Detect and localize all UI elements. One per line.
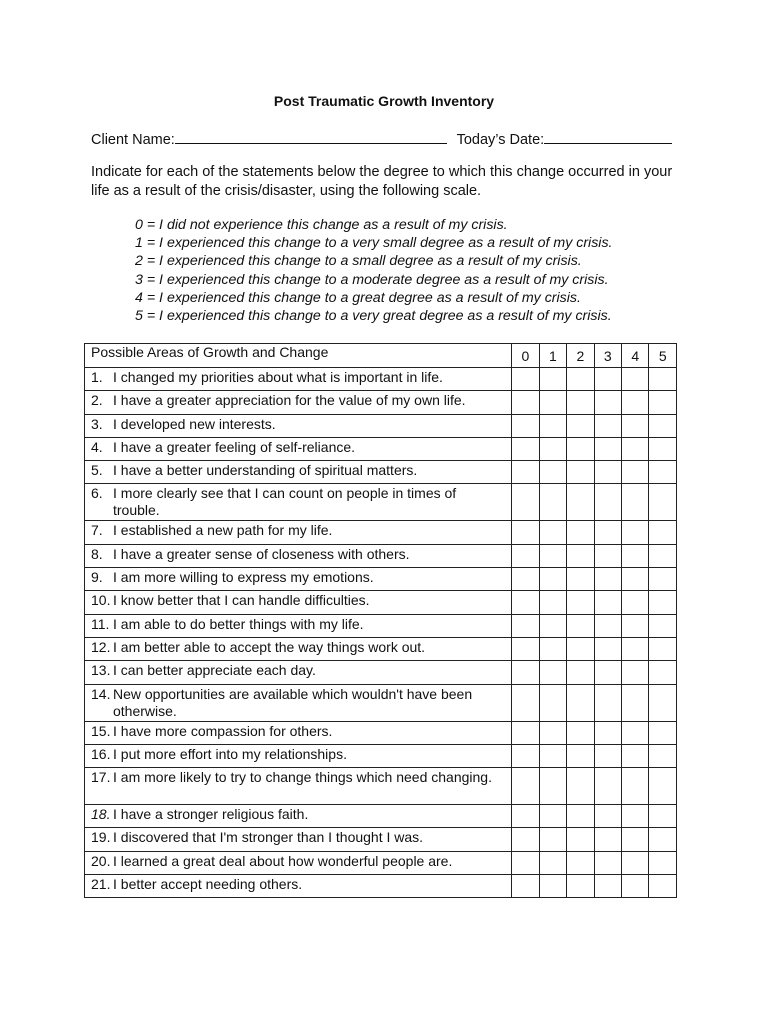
rating-cell-5[interactable]	[649, 875, 677, 898]
rating-cell-1[interactable]	[539, 568, 566, 591]
rating-cell-3[interactable]	[594, 461, 621, 484]
item-statement-cell	[85, 744, 512, 767]
item-number: 3.	[91, 415, 103, 432]
item-number: 19.	[91, 829, 111, 846]
scale-line: 2 = I experienced this change to a small degree as a result of my crisis.	[135, 253, 582, 270]
item-text: I better accept needing others.	[113, 876, 303, 893]
table-row	[85, 875, 677, 898]
rating-cell-1[interactable]	[539, 721, 566, 744]
rating-cell-1[interactable]	[539, 851, 566, 874]
rating-cell-0[interactable]	[512, 661, 539, 684]
rating-cell-5[interactable]	[649, 637, 677, 660]
rating-cell-4[interactable]	[622, 414, 649, 437]
client-name-label: Client Name:	[91, 132, 175, 148]
todays-date-label: Today’s Date:	[456, 132, 545, 148]
rating-cell-5[interactable]	[649, 591, 677, 614]
rating-cell-5[interactable]	[649, 805, 677, 828]
rating-cell-4[interactable]	[622, 768, 649, 805]
item-number: 7.	[91, 522, 103, 539]
rating-cell-2[interactable]	[567, 744, 594, 767]
rating-cell-3[interactable]	[594, 437, 621, 460]
item-text: I more clearly see that I can count on people in times of trouble.	[113, 485, 457, 519]
rating-cell-3[interactable]	[594, 484, 621, 521]
item-statement-cell	[85, 637, 512, 660]
item-statement-cell	[85, 437, 512, 460]
rating-cell-5[interactable]	[649, 744, 677, 767]
item-text: I learned a great deal about how wonderful people are.	[113, 852, 453, 869]
rating-cell-4[interactable]	[622, 391, 649, 414]
rating-cell-5[interactable]	[649, 544, 677, 567]
item-number: 9.	[91, 569, 103, 586]
item-statement-cell	[85, 544, 512, 567]
rating-cell-3[interactable]	[594, 768, 621, 805]
rating-cell-0[interactable]	[512, 875, 539, 898]
rating-cell-1[interactable]	[539, 544, 566, 567]
rating-cell-0[interactable]	[512, 544, 539, 567]
table-row	[85, 461, 677, 484]
rating-cell-2[interactable]	[567, 437, 594, 460]
rating-cell-1[interactable]	[539, 437, 566, 460]
item-text: I have more compassion for others.	[113, 722, 333, 739]
table-row	[85, 805, 677, 828]
item-text: I know better that I can handle difficulties.	[113, 592, 370, 609]
item-number: 18.	[91, 806, 111, 823]
rating-cell-0[interactable]	[512, 437, 539, 460]
rating-cell-1[interactable]	[539, 661, 566, 684]
item-number: 14.	[91, 685, 111, 702]
column-header-3: 3	[594, 344, 621, 368]
rating-cell-2[interactable]	[567, 637, 594, 660]
rating-cell-5[interactable]	[649, 437, 677, 460]
rating-cell-1[interactable]	[539, 414, 566, 437]
rating-cell-2[interactable]	[567, 414, 594, 437]
item-text: I discovered that I'm stronger than I thought I was.	[113, 829, 424, 846]
item-text: I have a better understanding of spiritual matters.	[113, 462, 418, 479]
table-row	[85, 437, 677, 460]
column-header-5: 5	[649, 344, 677, 368]
item-text: I have a greater feeling of self-reliance.	[113, 438, 356, 455]
rating-cell-0[interactable]	[512, 484, 539, 521]
item-text: I have a greater sense of closeness with others.	[113, 545, 410, 562]
rating-cell-4[interactable]	[622, 591, 649, 614]
item-statement-cell	[85, 851, 512, 874]
item-text: I am more likely to try to change things which need changing.	[113, 769, 492, 786]
item-statement-cell	[85, 828, 512, 851]
rating-cell-4[interactable]	[622, 368, 649, 391]
rating-cell-0[interactable]	[512, 768, 539, 805]
column-header-2: 2	[567, 344, 594, 368]
item-number: 13.	[91, 662, 111, 679]
rating-cell-5[interactable]	[649, 661, 677, 684]
rating-cell-2[interactable]	[567, 661, 594, 684]
rating-cell-1[interactable]	[539, 684, 566, 721]
item-number: 4.	[91, 438, 103, 455]
rating-cell-3[interactable]	[594, 828, 621, 851]
rating-cell-0[interactable]	[512, 721, 539, 744]
rating-cell-5[interactable]	[649, 461, 677, 484]
table-row	[85, 568, 677, 591]
rating-cell-2[interactable]	[567, 768, 594, 805]
table-row	[85, 744, 677, 767]
column-header-areas: Possible Areas of Growth and Change	[85, 344, 512, 368]
item-text: I am better able to accept the way things work out.	[113, 638, 426, 655]
growth-inventory-table	[84, 343, 677, 898]
item-number: 11.	[91, 615, 110, 632]
item-statement-cell	[85, 805, 512, 828]
item-statement-cell	[85, 684, 512, 721]
rating-cell-2[interactable]	[567, 591, 594, 614]
rating-cell-1[interactable]	[539, 591, 566, 614]
rating-cell-5[interactable]	[649, 391, 677, 414]
item-text: I am able to do better things with my life.	[113, 615, 364, 632]
rating-cell-4[interactable]	[622, 875, 649, 898]
rating-cell-1[interactable]	[539, 875, 566, 898]
item-number: 16.	[91, 745, 111, 762]
rating-cell-2[interactable]	[567, 568, 594, 591]
rating-cell-4[interactable]	[622, 721, 649, 744]
rating-cell-4[interactable]	[622, 637, 649, 660]
table-row	[85, 637, 677, 660]
rating-cell-2[interactable]	[567, 684, 594, 721]
rating-cell-2[interactable]	[567, 721, 594, 744]
item-statement-cell	[85, 591, 512, 614]
rating-cell-5[interactable]	[649, 721, 677, 744]
table-row	[85, 521, 677, 544]
rating-cell-3[interactable]	[594, 744, 621, 767]
rating-cell-0[interactable]	[512, 684, 539, 721]
rating-cell-0[interactable]	[512, 851, 539, 874]
rating-cell-4[interactable]	[622, 614, 649, 637]
rating-cell-4[interactable]	[622, 544, 649, 567]
item-number: 1.	[91, 369, 103, 385]
rating-cell-2[interactable]	[567, 875, 594, 898]
item-statement-cell	[85, 484, 512, 521]
rating-cell-0[interactable]	[512, 391, 539, 414]
rating-cell-3[interactable]	[594, 368, 621, 391]
rating-cell-1[interactable]	[539, 368, 566, 391]
rating-cell-1[interactable]	[539, 614, 566, 637]
rating-cell-3[interactable]	[594, 521, 621, 544]
table-row	[85, 591, 677, 614]
rating-cell-0[interactable]	[512, 568, 539, 591]
item-statement-cell	[85, 875, 512, 898]
rating-cell-0[interactable]	[512, 805, 539, 828]
client-name-field[interactable]	[175, 129, 447, 144]
rating-cell-1[interactable]	[539, 768, 566, 805]
table-row	[85, 661, 677, 684]
page-title: Post Traumatic Growth Inventory	[273, 93, 495, 109]
scale-line: 1 = I experienced this change to a very small degree as a result of my crisis.	[135, 235, 613, 252]
rating-cell-2[interactable]	[567, 484, 594, 521]
rating-cell-3[interactable]	[594, 637, 621, 660]
rating-scale	[135, 216, 695, 325]
rating-cell-5[interactable]	[649, 828, 677, 851]
rating-cell-0[interactable]	[512, 637, 539, 660]
column-header-1: 1	[539, 344, 566, 368]
item-statement-cell	[85, 721, 512, 744]
rating-cell-5[interactable]	[649, 484, 677, 521]
rating-cell-2[interactable]	[567, 805, 594, 828]
rating-cell-1[interactable]	[539, 521, 566, 544]
item-number: 15.	[91, 722, 111, 739]
item-statement-cell	[85, 414, 512, 437]
rating-cell-2[interactable]	[567, 544, 594, 567]
rating-cell-0[interactable]	[512, 591, 539, 614]
item-text: New opportunities are available which wouldn't have been otherwise.	[113, 685, 473, 719]
rating-cell-4[interactable]	[622, 521, 649, 544]
rating-cell-3[interactable]	[594, 414, 621, 437]
rating-cell-0[interactable]	[512, 521, 539, 544]
rating-cell-0[interactable]	[512, 828, 539, 851]
scale-line: 5 = I experienced this change to a very great degree as a result of my crisis.	[135, 308, 612, 325]
item-number: 5.	[91, 462, 103, 479]
item-text: I put more effort into my relationships.	[113, 745, 347, 762]
item-text: I have a greater appreciation for the value of my own life.	[113, 392, 466, 409]
rating-cell-4[interactable]	[622, 828, 649, 851]
table-row	[85, 484, 677, 521]
rating-cell-5[interactable]	[649, 851, 677, 874]
rating-cell-4[interactable]	[622, 805, 649, 828]
rating-cell-4[interactable]	[622, 437, 649, 460]
scale-line: 4 = I experienced this change to a great degree as a result of my crisis.	[135, 289, 581, 306]
item-statement-cell	[85, 768, 512, 805]
rating-cell-5[interactable]	[649, 368, 677, 391]
rating-cell-2[interactable]	[567, 368, 594, 391]
rating-cell-3[interactable]	[594, 721, 621, 744]
item-text: I established a new path for my life.	[113, 522, 333, 539]
item-text: I developed new interests.	[113, 415, 276, 432]
instructions-paragraph: Indicate for each of the statements below the degree to which this change occurred in your life as a result of the crisis/disaster, using the following scale.	[91, 164, 673, 199]
rating-cell-3[interactable]	[594, 875, 621, 898]
item-number: 2.	[91, 392, 103, 409]
table-row	[85, 851, 677, 874]
rating-cell-0[interactable]	[512, 461, 539, 484]
table-row	[85, 544, 677, 567]
item-statement-cell	[85, 568, 512, 591]
rating-cell-2[interactable]	[567, 391, 594, 414]
item-text: I changed my priorities about what is important in life.	[113, 369, 443, 385]
rating-cell-5[interactable]	[649, 684, 677, 721]
client-info-line	[91, 129, 681, 148]
rating-cell-5[interactable]	[649, 768, 677, 805]
rating-cell-3[interactable]	[594, 684, 621, 721]
rating-cell-0[interactable]	[512, 614, 539, 637]
table-row	[85, 768, 677, 805]
rating-cell-0[interactable]	[512, 368, 539, 391]
item-statement-cell	[85, 614, 512, 637]
item-number: 21.	[91, 876, 111, 893]
rating-cell-3[interactable]	[594, 568, 621, 591]
item-statement-cell	[85, 521, 512, 544]
table-row	[85, 368, 677, 391]
rating-cell-0[interactable]	[512, 414, 539, 437]
item-number: 10.	[91, 592, 111, 609]
rating-cell-2[interactable]	[567, 461, 594, 484]
item-number: 12.	[91, 638, 111, 655]
item-statement-cell	[85, 661, 512, 684]
rating-cell-1[interactable]	[539, 461, 566, 484]
rating-cell-3[interactable]	[594, 591, 621, 614]
rating-cell-1[interactable]	[539, 637, 566, 660]
rating-cell-0[interactable]	[512, 744, 539, 767]
rating-cell-4[interactable]	[622, 461, 649, 484]
rating-cell-1[interactable]	[539, 391, 566, 414]
rating-cell-5[interactable]	[649, 614, 677, 637]
item-text: I am more willing to express my emotions.	[113, 569, 374, 586]
rating-cell-5[interactable]	[649, 521, 677, 544]
item-number: 6.	[91, 485, 103, 502]
rating-cell-2[interactable]	[567, 851, 594, 874]
item-text: I can better appreciate each day.	[113, 662, 316, 679]
rating-cell-1[interactable]	[539, 828, 566, 851]
item-number: 8.	[91, 545, 103, 562]
item-statement-cell	[85, 461, 512, 484]
rating-cell-4[interactable]	[622, 744, 649, 767]
rating-cell-4[interactable]	[622, 851, 649, 874]
rating-cell-2[interactable]	[567, 828, 594, 851]
rating-cell-1[interactable]	[539, 805, 566, 828]
rating-cell-3[interactable]	[594, 851, 621, 874]
table-body	[85, 368, 677, 898]
rating-cell-3[interactable]	[594, 544, 621, 567]
table-row	[85, 414, 677, 437]
rating-cell-5[interactable]	[649, 568, 677, 591]
scale-line: 0 = I did not experience this change as a result of my crisis.	[135, 217, 508, 233]
scale-line: 3 = I experienced this change to a moderate degree as a result of my crisis.	[135, 271, 609, 288]
rating-cell-4[interactable]	[622, 661, 649, 684]
rating-cell-3[interactable]	[594, 805, 621, 828]
rating-cell-3[interactable]	[594, 661, 621, 684]
rating-cell-4[interactable]	[622, 684, 649, 721]
column-header-4: 4	[622, 344, 649, 368]
rating-cell-4[interactable]	[622, 568, 649, 591]
todays-date-field[interactable]	[544, 129, 672, 144]
table-row	[85, 614, 677, 637]
rating-cell-4[interactable]	[622, 484, 649, 521]
item-number: 20.	[91, 852, 111, 869]
rating-cell-2[interactable]	[567, 614, 594, 637]
table-row	[85, 721, 677, 744]
item-statement-cell	[85, 368, 512, 391]
rating-cell-2[interactable]	[567, 521, 594, 544]
table-row	[85, 684, 677, 721]
item-text: I have a stronger religious faith.	[113, 806, 309, 823]
rating-cell-5[interactable]	[649, 414, 677, 437]
rating-cell-1[interactable]	[539, 744, 566, 767]
item-number: 17.	[91, 769, 111, 786]
rating-cell-3[interactable]	[594, 614, 621, 637]
rating-cell-1[interactable]	[539, 484, 566, 521]
table-header-row	[85, 344, 677, 368]
table-row	[85, 391, 677, 414]
table-row	[85, 828, 677, 851]
item-statement-cell	[85, 391, 512, 414]
rating-cell-3[interactable]	[594, 391, 621, 414]
column-header-0: 0	[512, 344, 539, 368]
